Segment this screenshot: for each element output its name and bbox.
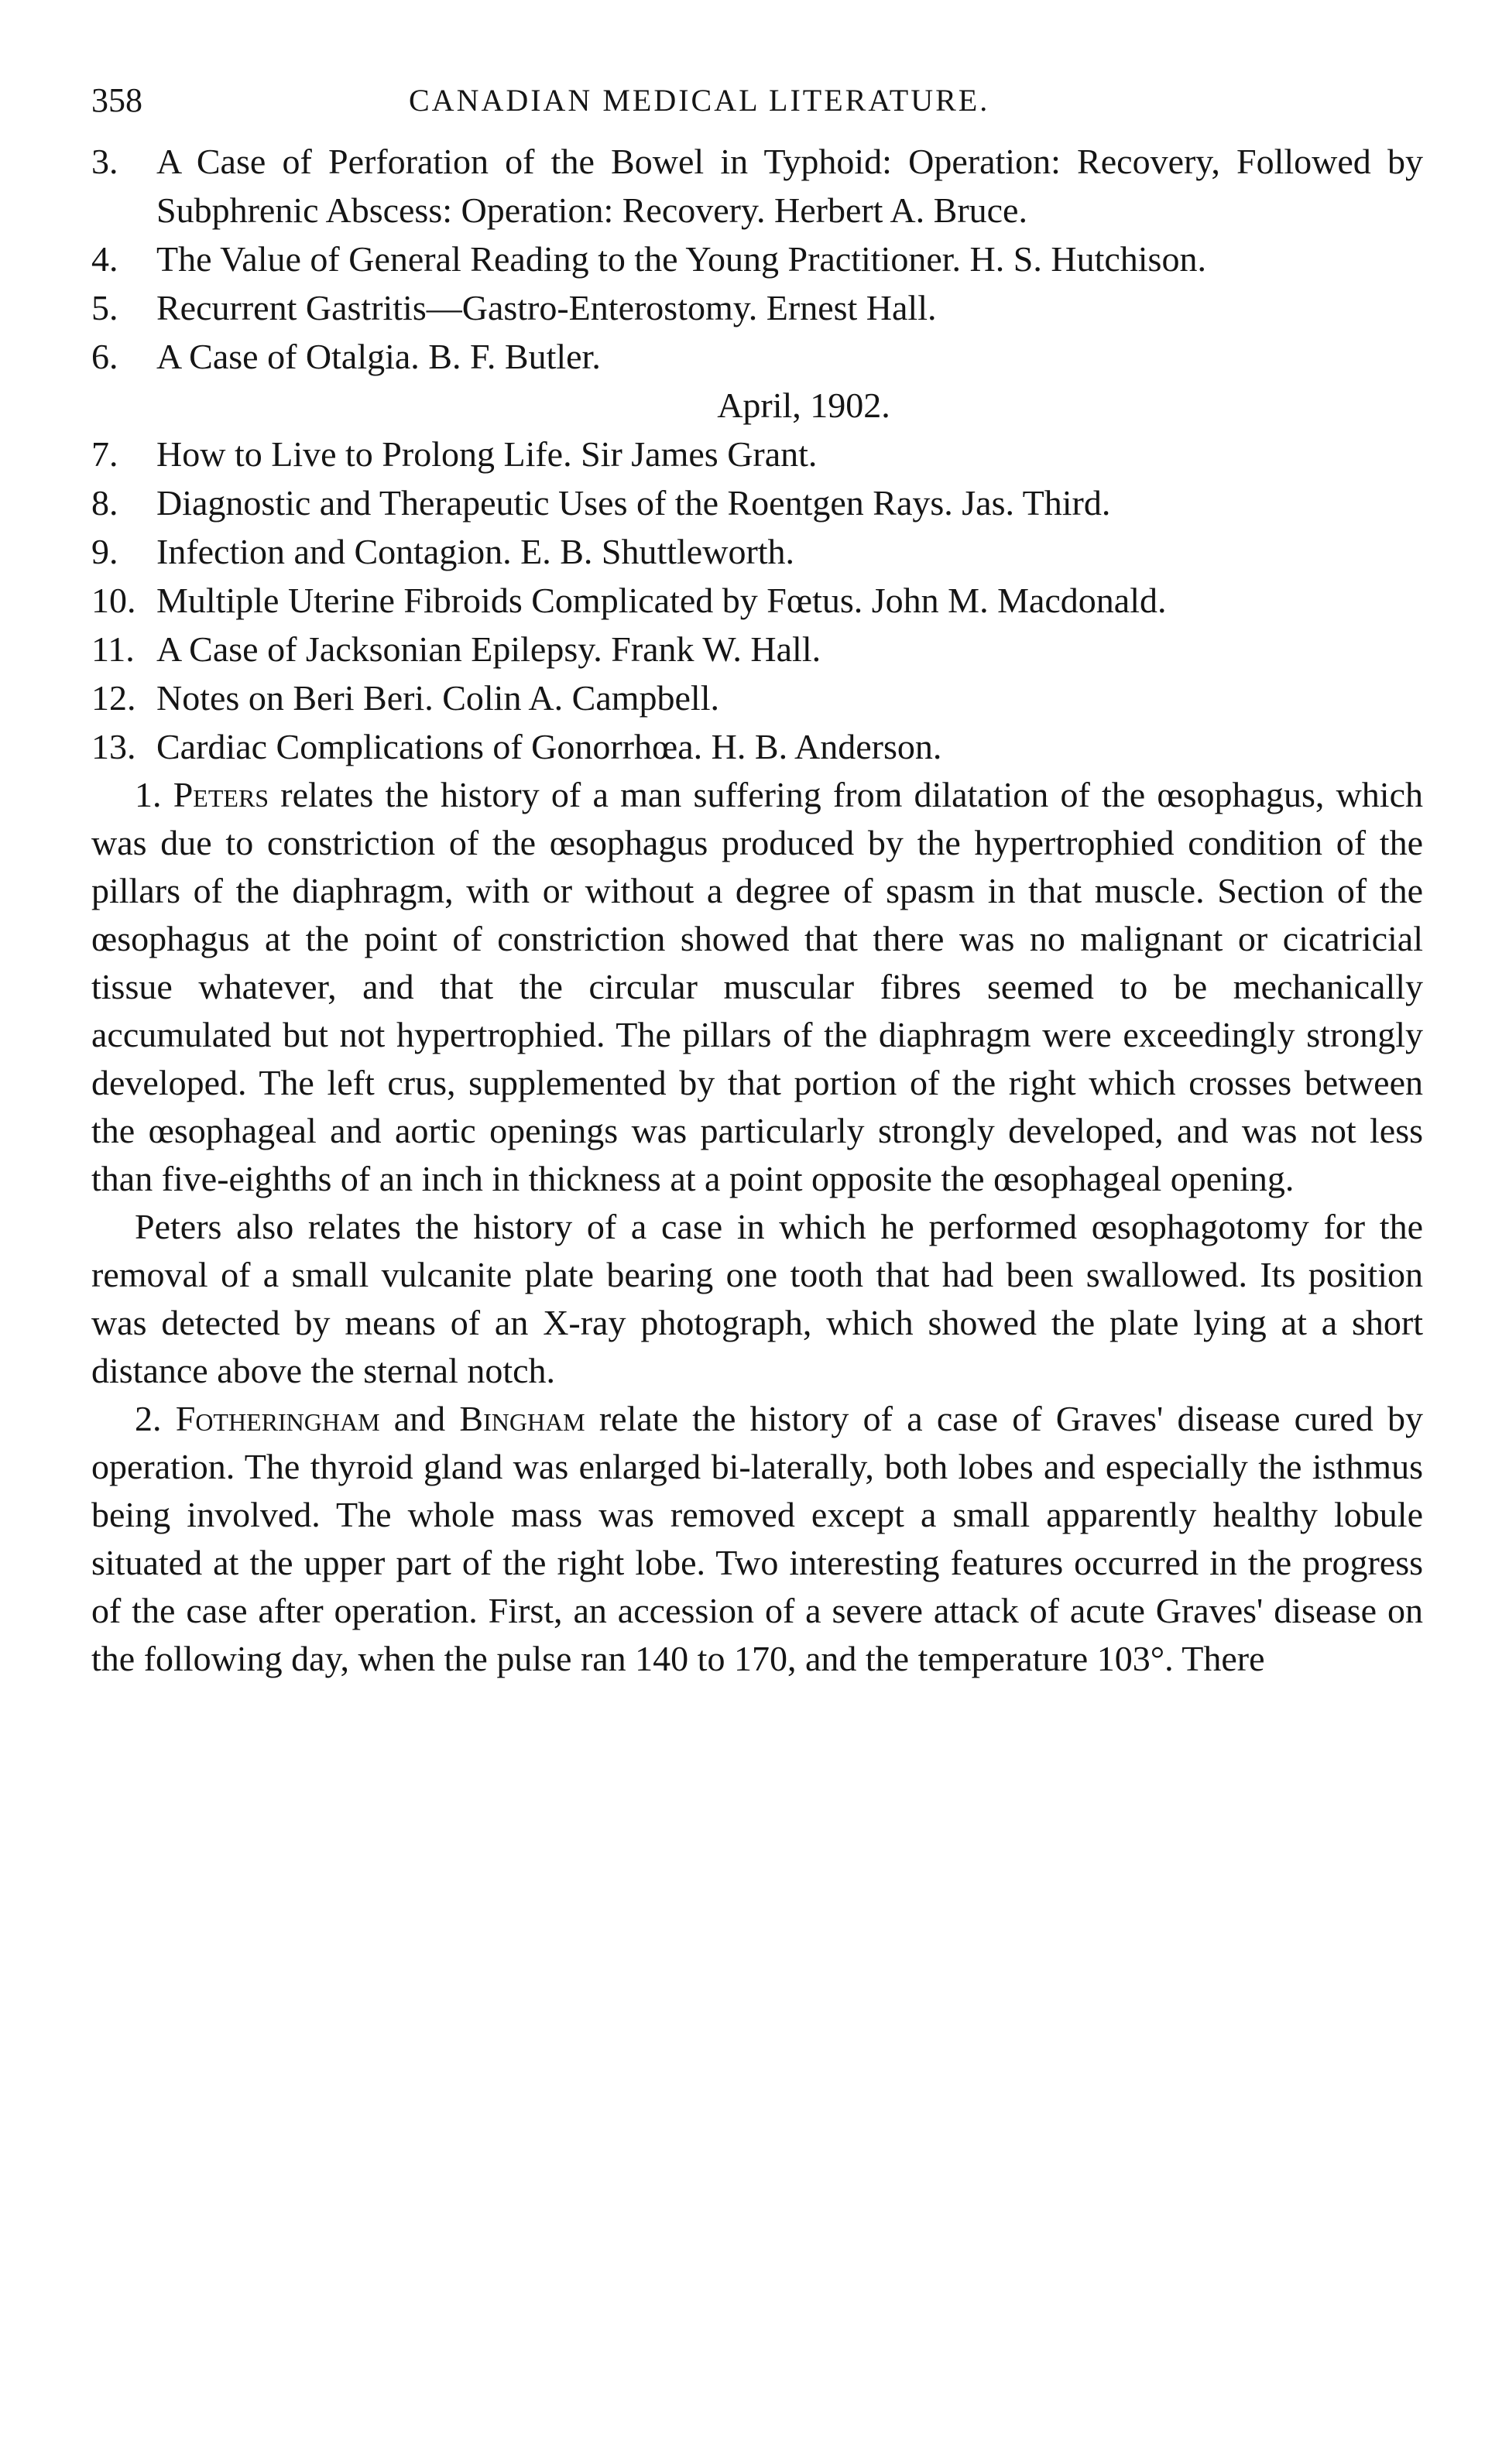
journal-title: CANADIAN MEDICAL LITERATURE. xyxy=(409,83,990,118)
item-number: 9. xyxy=(91,532,118,571)
paragraph-number: 2. xyxy=(135,1399,176,1438)
paragraph-number: 1. xyxy=(135,775,173,814)
item-text: A Case of Otalgia. B. F. Butler. xyxy=(156,337,601,376)
item-number: 5. xyxy=(91,288,118,327)
body-paragraph-peters xyxy=(91,771,1423,1203)
body-paragraph-oesophagotomy xyxy=(91,1203,1423,1395)
contents-list-after xyxy=(91,430,1423,771)
date-heading: April, 1902. xyxy=(717,386,890,425)
item-text: Cardiac Complications of Gonorrhœa. H. B. Anderson. xyxy=(156,727,942,766)
list-item xyxy=(91,430,1423,478)
list-item xyxy=(91,283,1423,332)
running-header xyxy=(91,74,1423,128)
list-item xyxy=(91,673,1423,722)
item-number: 7. xyxy=(91,434,118,474)
item-text: A Case of Perforation of the Bowel in Typhoid: Operation: Recovery, Followed by Subphrenic Abscess: Operation: Recovery. Herbert A. Bruce. xyxy=(156,142,1423,230)
item-text: A Case of Jacksonian Epilepsy. Frank W. Hall. xyxy=(156,629,821,669)
item-text: Infection and Contagion. E. B. Shuttleworth. xyxy=(156,532,795,571)
document-page xyxy=(91,74,1423,2411)
item-number: 13. xyxy=(91,727,136,766)
body-paragraph-graves-disease xyxy=(91,1395,1423,1683)
paragraph-text: Peters also relates the history of a case in which he performed œsophagotomy for the removal of a small vulcanite plate bearing one tooth that had been swallowed. Its position was detected by means of an X-ray photograph, which showed the plate lying at a short distance above the sternal notch. xyxy=(91,1207,1423,1390)
item-number: 11. xyxy=(91,629,135,669)
item-text: Diagnostic and Therapeutic Uses of the Roentgen Rays. Jas. Third. xyxy=(156,483,1111,523)
item-number: 6. xyxy=(91,337,118,376)
paragraph-text: relates the history of a man suffering from dilatation of the œsophagus, which was due to constriction of the œsophagus produced by the hypertrophied condition of the pillars of the diaphragm, with or without a degree of spasm in that muscle. Section of the œsophagus at the point of constriction showed that there was no malignant or cicatricial tissue whatever, and that the circular muscular fibres seemed to be mechanically accumulated but not hypertrophied. The pillars of the diaphragm were exceedingly strongly developed. The left crus, supplemented by that portion of the right which crosses between the œsophageal and aortic openings was particularly strongly developed, and was not less than five-eighths of an inch in thickness at a point opposite the œsophageal opening. xyxy=(91,775,1423,1198)
list-item xyxy=(91,722,1423,771)
contents-list-before xyxy=(91,137,1423,381)
item-text: Multiple Uterine Fibroids Complicated by Fœtus. John M. Macdonald. xyxy=(156,581,1167,620)
list-item xyxy=(91,625,1423,673)
list-item xyxy=(91,235,1423,283)
list-item xyxy=(91,137,1423,235)
author-name: Peters xyxy=(173,775,269,814)
conjunction: and xyxy=(379,1399,460,1438)
author-name: Fotheringham xyxy=(175,1399,380,1438)
author-name: Bingham xyxy=(459,1399,585,1438)
item-text: Notes on Beri Beri. Colin A. Campbell. xyxy=(156,678,719,718)
item-number: 10. xyxy=(91,581,136,620)
paragraph-text: relate the history of a case of Graves' disease cured by operation. The thyroid gland was enlarged bi-laterally, both lobes and especially the isthmus being involved. The whole mass was removed except a small apparently healthy lobule situated at the upper part of the right lobe. Two interesting features occurred in the progress of the case after operation. First, an accession of a severe attack of acute Graves' disease on the following day, when the pulse ran 140 to 170, and the temperature 103°. There xyxy=(91,1399,1423,1678)
item-number: 12. xyxy=(91,678,136,718)
list-item xyxy=(91,478,1423,527)
item-number: 8. xyxy=(91,483,118,523)
item-text: Recurrent Gastritis—Gastro-Enterostomy. Ernest Hall. xyxy=(156,288,937,327)
list-item xyxy=(91,576,1423,625)
list-item xyxy=(91,332,1423,381)
item-number: 4. xyxy=(91,239,118,279)
item-number: 3. xyxy=(91,142,118,181)
item-text: The Value of General Reading to the Young Practitioner. H. S. Hutchison. xyxy=(156,239,1206,279)
page-number: 358 xyxy=(91,81,142,119)
item-text: How to Live to Prolong Life. Sir James Grant. xyxy=(156,434,818,474)
list-item xyxy=(91,527,1423,576)
